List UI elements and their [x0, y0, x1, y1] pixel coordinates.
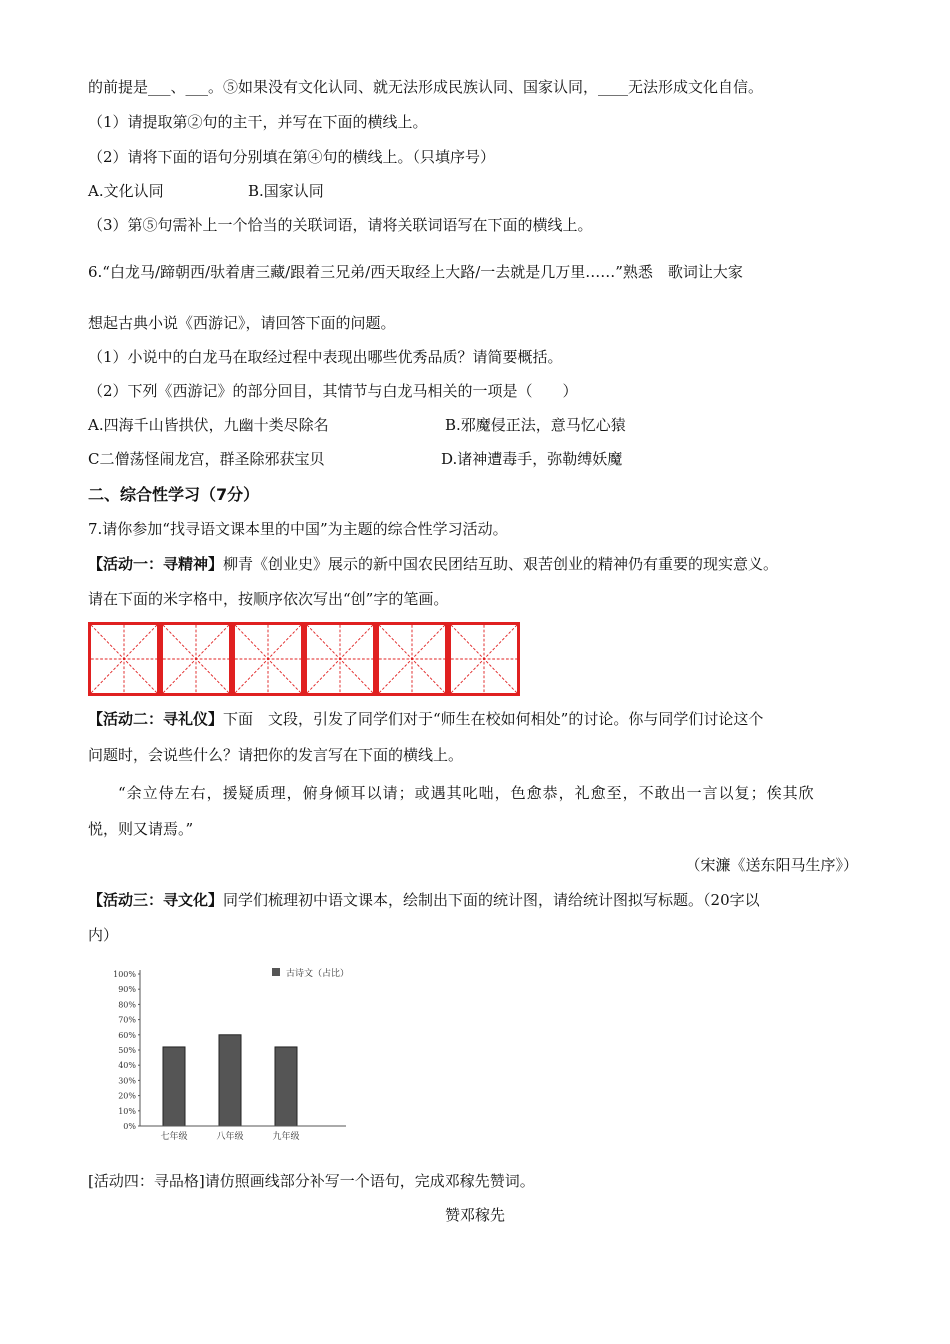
- question-3-3: （3）第⑤句需补上一个恰当的关联词语，请将关联词语写在下面的横线上。: [88, 216, 593, 234]
- activity-2-text: 下面 文段，引发了同学们对于“师生在校如何相处”的讨论。你与同学们讨论这个: [223, 710, 764, 728]
- question-3-1: （1）请提取第②句的主干，并写在下面的横线上。: [88, 113, 428, 131]
- question-3-2: （2）请将下面的语句分别填在第④句的横线上。（只填序号）: [88, 148, 496, 166]
- quote-source: （宋濂《送东阳马生序》）: [685, 856, 858, 874]
- section-heading: 二、综合性学习（7分）: [88, 485, 260, 504]
- deng-title: 赞邓稼先: [444, 1206, 505, 1224]
- y-tick-label: 100%: [113, 970, 136, 979]
- activity-2: [88, 708, 763, 730]
- y-tick-label: 30%: [118, 1076, 136, 1086]
- activity-3-text: 同学们梳理初中语文课本，绘制出下面的统计图，请给统计图拟写标题。（20字以: [223, 891, 760, 909]
- activity-1: [88, 553, 778, 575]
- option-a: A.文化认同: [88, 182, 164, 200]
- activity-1-instruction: 请在下面的米字格中，按顺序依次写出“创”字的笔画。: [88, 590, 449, 608]
- y-tick-label: 20%: [118, 1091, 136, 1101]
- question-6-stem-2: 想起古典小说《西游记》，请回答下面的问题。: [88, 314, 396, 332]
- option-6b: B.邪魔侵正法，意马忆心猿: [445, 416, 626, 434]
- activity-3-instruction: 内）: [88, 926, 119, 944]
- y-tick-label: 40%: [118, 1061, 136, 1071]
- question-7-stem: 7.请你参加“找寻语文课本里的中国”为主题的综合性学习活动。: [88, 520, 508, 538]
- activity-3-tag: 【活动三：寻文化】: [88, 891, 224, 909]
- activity-4: [活动四：寻品格]请仿照画线部分补写一个语句，完成邓稼先赞词。: [88, 1172, 535, 1190]
- bar-chart: [96, 956, 376, 1146]
- y-tick-label: 0%: [123, 1122, 136, 1131]
- question-6-stem: 6.“白龙马/蹄朝西/驮着唐三藏/跟着三兄弟/西天取经上大路/一去就是几万里……”熟悉 歌词让大家: [88, 263, 743, 281]
- option-6c: C二僧荡怪闹龙宫，群圣除邪获宝贝: [88, 450, 325, 468]
- mi-character-grid: [88, 622, 520, 696]
- quote-line-1: “余立侍左右，援疑质理，俯身倾耳以请；或遇其叱咄，色愈恭，礼愈至，不敢出一言以复；俟其欣: [118, 784, 815, 802]
- x-tick-label: 九年级: [272, 1132, 300, 1142]
- y-tick-label: 10%: [118, 1106, 136, 1116]
- option-6d: D.诸神遭毒手，弥勒缚妖魔: [441, 450, 623, 468]
- mi-grid-cell[interactable]: [232, 622, 304, 696]
- mi-grid-cell[interactable]: [88, 622, 160, 696]
- activity-3: [88, 889, 760, 911]
- option-b: B.国家认同: [248, 182, 324, 200]
- y-tick-label: 50%: [118, 1046, 136, 1055]
- question-6-1: （1）小说中的白龙马在取经过程中表现出哪些优秀品质？请简要概括。: [88, 348, 563, 366]
- bar-1: [163, 1047, 185, 1126]
- x-tick-label: 七年级: [160, 1132, 188, 1142]
- bar-2: [219, 1035, 241, 1126]
- activity-1-tag: 【活动一：寻精神】: [88, 555, 224, 573]
- option-6a: A.四海千山皆拱伏，九幽十类尽除名: [88, 416, 329, 434]
- activity-1-text: 柳青《创业史》展示的新中国农民团结互助、艰苦创业的精神仍有重要的现实意义。: [223, 555, 779, 573]
- y-tick-label: 90%: [118, 985, 136, 995]
- legend-label: 古诗文（占比）: [286, 969, 350, 979]
- bar-3: [275, 1047, 297, 1126]
- mi-grid-cell[interactable]: [376, 622, 448, 696]
- mi-grid-cell[interactable]: [448, 622, 520, 696]
- question-6-2: （2）下列《西游记》的部分回目，其情节与白龙马相关的一项是（ ）: [88, 382, 578, 400]
- activity-2-tag: 【活动二：寻礼仪】: [88, 710, 224, 728]
- y-tick-label: 70%: [118, 1015, 136, 1025]
- activity-2-instruction: 问题时，会说些什么？请把你的发言写在下面的横线上。: [88, 746, 464, 764]
- y-tick-label: 60%: [118, 1030, 136, 1040]
- legend-swatch: [272, 968, 280, 976]
- x-tick-label: 八年级: [216, 1132, 244, 1142]
- text-line-1: 的前提是___、___。⑤如果没有文化认同、就无法形成民族认同、国家认同，____无法形成文化自信。: [88, 78, 764, 96]
- mi-grid-cell[interactable]: [304, 622, 376, 696]
- quote-line-2: 悦，则又请焉。”: [88, 820, 194, 838]
- y-tick-label: 80%: [118, 1000, 136, 1010]
- mi-grid-cell[interactable]: [160, 622, 232, 696]
